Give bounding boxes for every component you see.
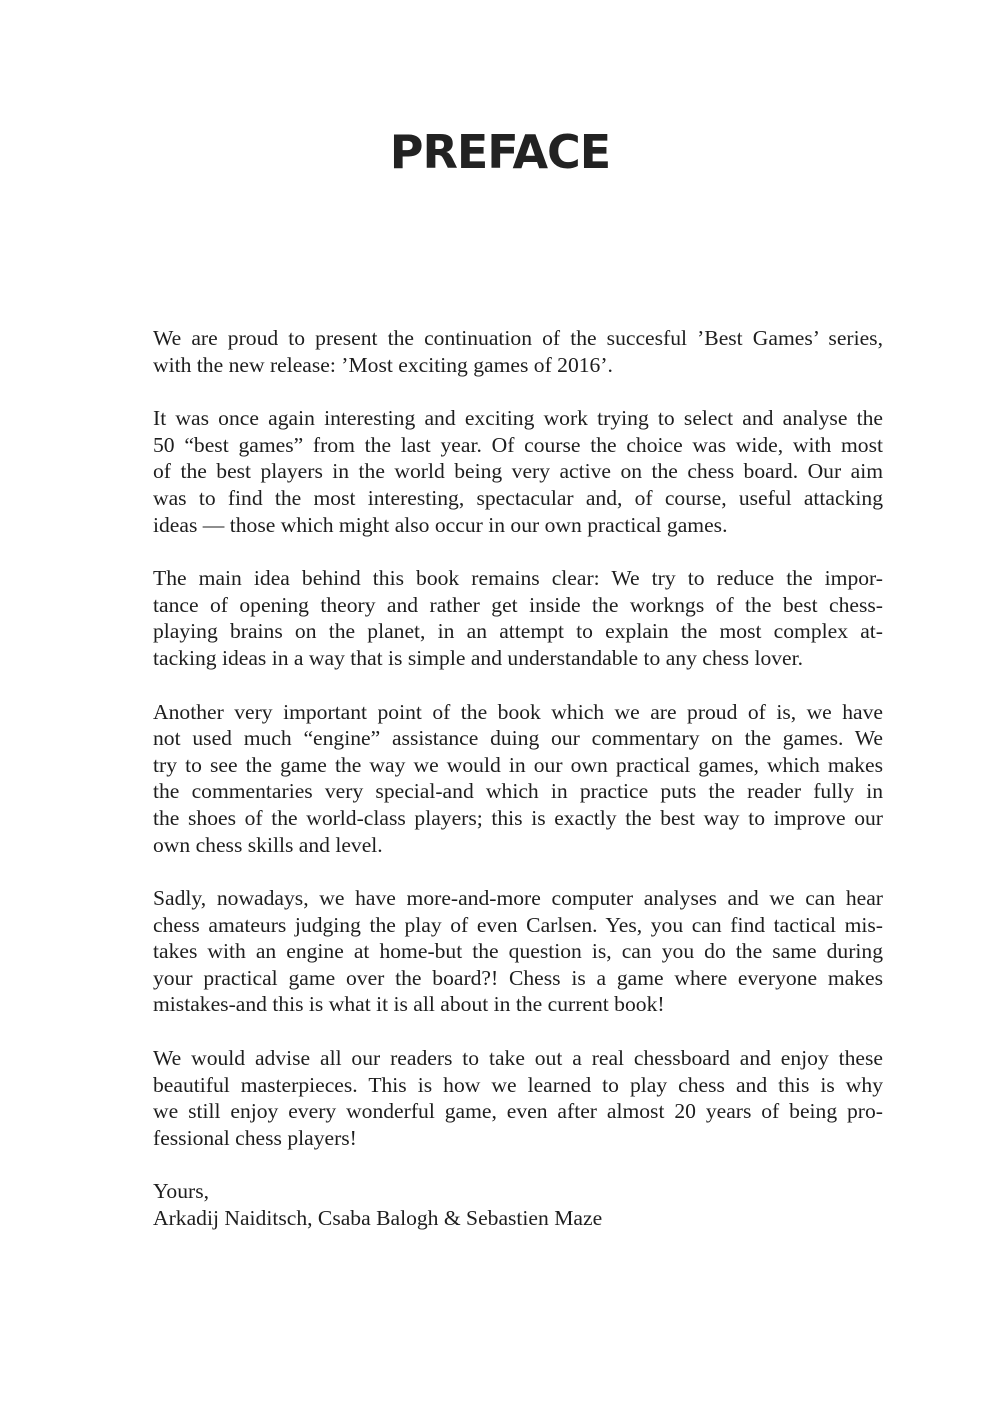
text-line: beautiful masterpieces. This is how we learned to play chess and this is why: [153, 1072, 883, 1097]
text-line: was to find the most interesting, spectacular and, of course, useful attacking: [153, 485, 883, 510]
paragraph-6: [153, 1045, 883, 1151]
text-line: of the best players in the world being very active on the chess board. Our aim: [153, 459, 883, 484]
text-line: The main idea behind this book remains clear: We try to reduce the impor-: [153, 566, 883, 591]
text-line: your practical game over the board?! Chess is a game where everyone makes: [153, 965, 883, 990]
paragraph-3: [153, 565, 883, 671]
text-line: tance of opening theory and rather get inside the workngs of the best chess-: [153, 592, 883, 617]
text-line: not used much “engine” assistance duing our commentary on the games. We: [153, 726, 883, 751]
text-line: own chess skills and level.: [153, 832, 383, 857]
text-line: chess amateurs judging the play of even Carlsen. Yes, you can find tactical mis-: [153, 912, 883, 937]
signoff: [153, 1178, 883, 1231]
author-names: Arkadij Naiditsch, Csaba Balogh & Sebastien Maze: [153, 1206, 603, 1231]
text-line: playing brains on the planet, in an attempt to explain the most complex at-: [153, 619, 883, 644]
text-line: with the new release: ’Most exciting games of 2016’.: [153, 352, 613, 377]
text-line: 50 “best games” from the last year. Of course the choice was wide, with most: [153, 432, 883, 457]
text-line: We would advise all our readers to take out a real chessboard and enjoy these: [153, 1046, 883, 1071]
text-line: Sadly, nowadays, we have more-and-more computer analyses and we can hear: [153, 886, 883, 911]
paragraph-5: [153, 885, 883, 1018]
paragraph-4: [153, 699, 883, 859]
text-line: we still enjoy every wonderful game, even after almost 20 years of being pro-: [153, 1099, 883, 1124]
preface-body: [153, 325, 883, 1232]
text-line: ideas — those which might also occur in our own practical games.: [153, 512, 728, 537]
text-line: mistakes-and this is what it is all about in the current book!: [153, 992, 665, 1017]
text-line: fessional chess players!: [153, 1125, 357, 1150]
text-line: We are proud to present the continuation of the succesful ’Best Games’ series,: [153, 326, 883, 350]
paragraph-1: [153, 325, 883, 378]
text-line: Another very important point of the book which we are proud of is, we have: [153, 699, 883, 724]
text-line: the commentaries very special-and which in practice puts the reader fully in: [153, 779, 883, 804]
text-line: It was once again interesting and exciting work trying to select and analyse the: [153, 406, 883, 431]
text-line: try to see the game the way we would in our own practical games, which makes: [153, 752, 883, 777]
page-title: PREFACE: [389, 125, 611, 179]
paragraph-2: [153, 405, 883, 538]
text-line: tacking ideas in a way that is simple and understandable to any chess lover.: [153, 645, 804, 670]
salutation: Yours,: [153, 1179, 210, 1204]
text-line: the shoes of the world-class players; this is exactly the best way to improve our: [153, 805, 883, 830]
text-line: takes with an engine at home-but the question is, can you do the same during: [153, 939, 883, 964]
